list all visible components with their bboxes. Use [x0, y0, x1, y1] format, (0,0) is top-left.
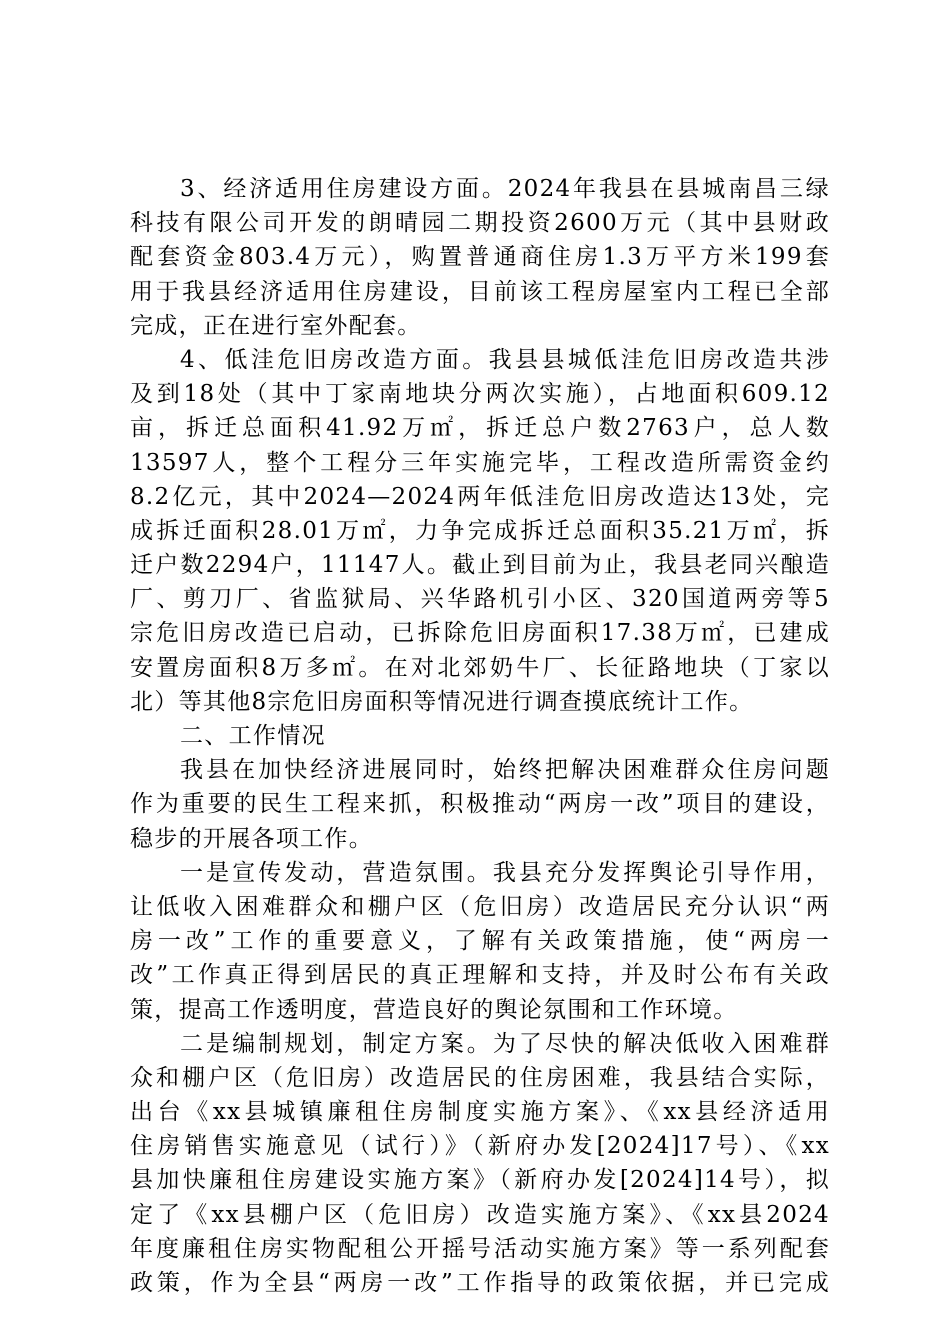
text-line: 房一改”工作的重要意义，了解有关政策措施，使“两房一 — [130, 928, 830, 955]
text-line: 住房销售实施意见（试行）》（新府办发[2024]17号）、《xx — [130, 1133, 830, 1160]
text-line: 二、工作情况 — [180, 723, 326, 749]
text-line: 成拆迁面积28.01万㎡，力争完成拆迁总面积35.21万㎡，拆 — [130, 517, 830, 544]
text-line: 用于我县经济适用住房建设，目前该工程房屋室内工程已全部 — [130, 278, 830, 305]
text-line: 完成，正在进行室外配套。 — [130, 312, 422, 339]
text-line: 定了《xx县棚户区（危旧房）改造实施方案》、《xx县2024 — [130, 1201, 830, 1228]
text-line: 众和棚户区（危旧房）改造居民的住房困难，我县结合实际， — [130, 1064, 830, 1091]
text-line: 改”工作真正得到居民的真正理解和支持，并及时公布有关政 — [130, 962, 830, 989]
text-line: 宗危旧房改造已启动，已拆除危旧房面积17.38万㎡，已建成 — [130, 620, 830, 647]
text-line: 一是宣传发动，营造氛围。我县充分发挥舆论引导作用， — [180, 859, 830, 886]
text-line: 8.2亿元，其中2024—2024两年低洼危旧房改造达13处，完 — [130, 483, 830, 510]
text-line: 迁户数2294户，11147人。截止到目前为止，我县老同兴酿造 — [130, 552, 830, 579]
text-line: 稳步的开展各项工作。 — [130, 825, 373, 852]
document-body — [130, 172, 830, 1300]
text-line: 我县在加快经济进展同时，始终把解决困难群众住房问题 — [180, 757, 830, 784]
text-line: 厂、剪刀厂、省监狱局、兴华路机引小区、320国道两旁等5 — [130, 586, 830, 613]
text-line: 出台《xx县城镇廉租住房制度实施方案》、《xx县经济适用 — [130, 1099, 830, 1126]
text-line: 配套资金803.4万元），购置普通商住房1.3万平方米199套 — [130, 244, 830, 271]
text-line: 县加快廉租住房建设实施方案》（新府办发[2024]14号），拟 — [130, 1167, 830, 1194]
text-line: 年度廉租住房实物配租公开摇号活动实施方案》等一系列配套 — [130, 1235, 830, 1262]
text-line: 作为重要的民生工程来抓，积极推动“两房一改”项目的建设， — [130, 791, 830, 818]
text-line: 策，提高工作透明度，营造良好的舆论氛围和工作环境。 — [130, 996, 738, 1023]
text-line: 4、低洼危旧房改造方面。我县县城低洼危旧房改造共涉 — [180, 346, 830, 373]
text-line: 让低收入困难群众和棚户区（危旧房）改造居民充分认识“两 — [130, 893, 830, 920]
text-line: 13597人，整个工程分三年实施完毕，工程改造所需资金约 — [130, 449, 830, 476]
text-line: 科技有限公司开发的朗晴园二期投资2600万元（其中县财政 — [130, 210, 830, 237]
text-line: 北）等其他8宗危旧房面积等情况进行调查摸底统计工作。 — [130, 688, 754, 715]
text-line: 及到18处（其中丁家南地块分两次实施），占地面积609.12 — [130, 381, 830, 408]
text-line: 安置房面积8万多㎡。在对北郊奶牛厂、长征路地块（丁家以 — [130, 654, 830, 681]
text-line: 二是编制规划，制定方案。为了尽快的解决低收入困难群 — [180, 1030, 830, 1057]
text-line: 3、经济适用住房建设方面。2024年我县在县城南昌三绿 — [180, 176, 830, 202]
text-line: 亩，拆迁总面积41.92万㎡，拆迁总户数2763户，总人数 — [130, 415, 830, 442]
text-line: 政策，作为全县“两房一改”工作指导的政策依据，并已完成 — [130, 1270, 830, 1296]
